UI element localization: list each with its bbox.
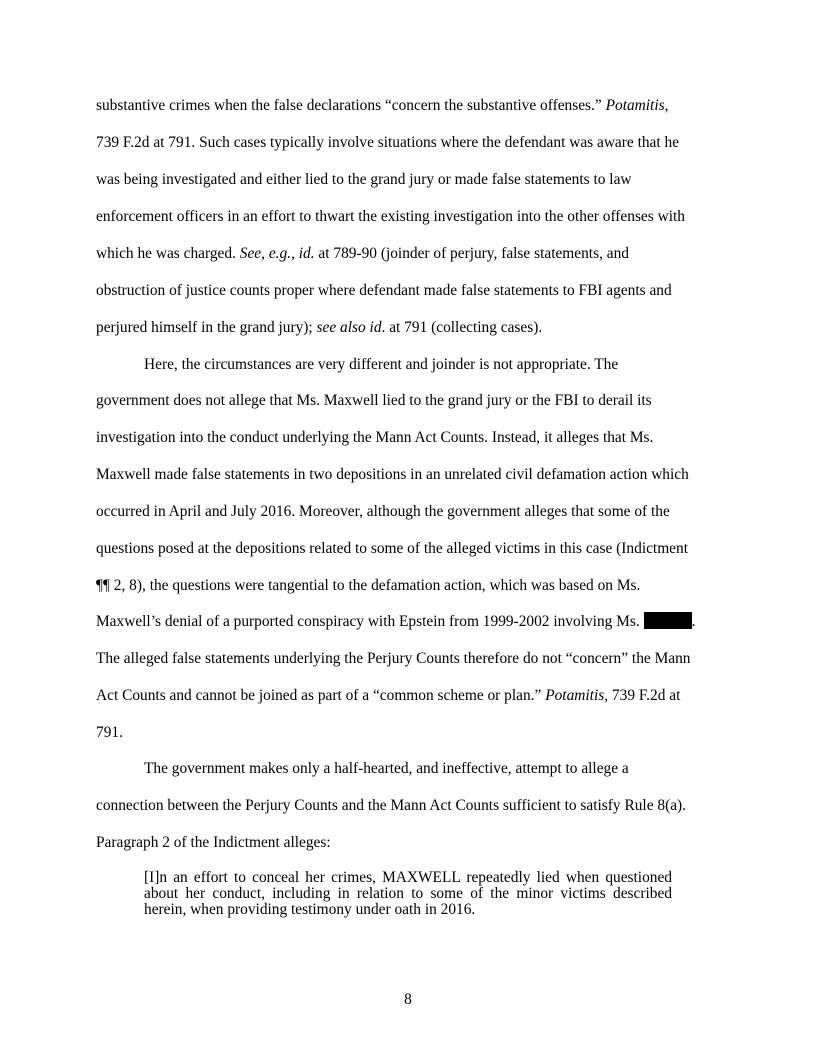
paragraph-line: investigation into the conduct underlying the Mann Act Counts. Instead, it alleges that Ms.: [96, 429, 654, 446]
paragraph-line: obstruction of justice counts proper where defendant made false statements to FBI agents and: [96, 282, 672, 299]
paragraph-line: Maxwell made false statements in two depositions in an unrelated civil defamation action which: [96, 466, 689, 483]
paragraph-line: substantive crimes when the false declarations “concern the substantive offenses.” Potamitis,: [96, 97, 669, 114]
paragraph-line: perjured himself in the grand jury); see also id. at 791 (collecting cases).: [96, 319, 543, 336]
paragraph-line: connection between the Perjury Counts and the Mann Act Counts sufficient to satisfy Rule 8(a).: [96, 797, 686, 814]
paragraph-line: Act Counts and cannot be joined as part of a “common scheme or plan.” Potamitis, 739 F.2d at: [96, 687, 681, 704]
paragraph-line: ¶¶ 2, 8), the questions were tangential to the defamation action, which was based on Ms.: [96, 577, 641, 594]
paragraph-line: Paragraph 2 of the Indictment alleges:: [96, 834, 331, 851]
paragraph-line: The government makes only a half-hearted, and ineffective, attempt to allege a: [144, 760, 629, 777]
paragraph-line: which he was charged. See, e.g., id. at 789-90 (joinder of perjury, false statements, and: [96, 245, 629, 262]
paragraph-line: The alleged false statements underlying the Perjury Counts therefore do not “concern” the Mann: [96, 650, 691, 667]
paragraph-line: enforcement officers in an effort to thwart the existing investigation into the other offenses with: [96, 208, 685, 225]
paragraph-line: was being investigated and either lied to the grand jury or made false statements to law: [96, 171, 632, 188]
block-quote: [I]n an effort to conceal her crimes, MAXWELL repeatedly lied when questioned about her conduct, including in relation to some of the minor victims described herein, when providing testimony under oath in 2016.: [144, 869, 672, 918]
paragraph-line: 791.: [96, 724, 123, 741]
paragraph-line: government does not allege that Ms. Maxwell lied to the grand jury or the FBI to derail its: [96, 392, 652, 409]
paragraph-line: 739 F.2d at 791. Such cases typically involve situations where the defendant was aware that he: [96, 134, 680, 151]
paragraph-line: Maxwell’s denial of a purported conspiracy with Epstein from 1999-2002 involving Ms. .: [96, 613, 696, 630]
paragraph-line: questions posed at the depositions related to some of the alleged victims in this case (Indictment: [96, 540, 688, 557]
paragraph-line: occurred in April and July 2016. Moreover, although the government alleges that some of the: [96, 503, 670, 520]
page-number: 8: [404, 991, 412, 1008]
paragraph-line: Here, the circumstances are very different and joinder is not appropriate. The: [144, 356, 619, 373]
redaction-box: [644, 612, 692, 629]
